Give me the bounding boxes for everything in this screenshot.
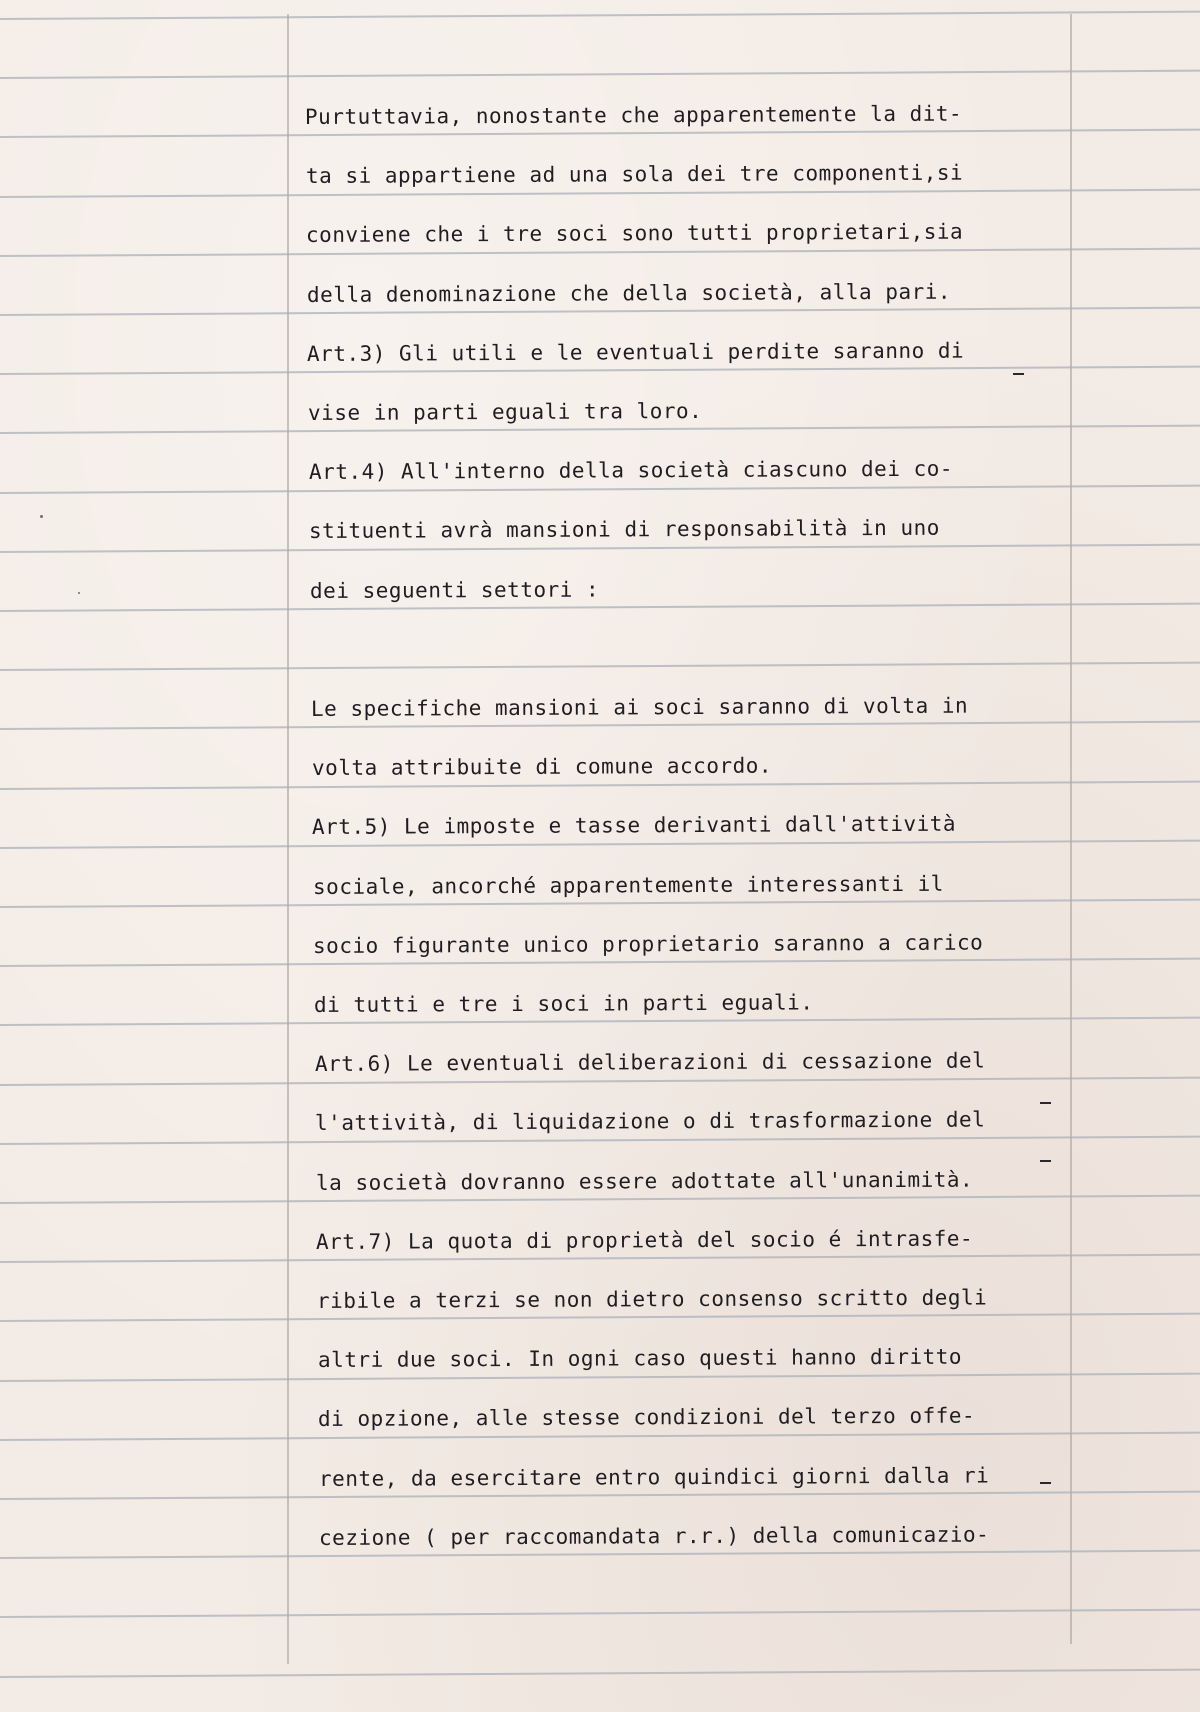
text-line-24: rente, da esercitare entro quindici giorni dalla ri: [318, 1463, 990, 1491]
text-line-7: Art.4) All'interno della società ciascuno dei co-: [308, 456, 953, 485]
underline-mark: [1013, 373, 1024, 375]
underline-mark: [1040, 1102, 1051, 1104]
text-line-2: ta si appartiene ad una sola dei tre componenti,si: [305, 160, 963, 189]
text-line-14: sociale, ancorché apparentemente interessanti il: [312, 871, 944, 899]
text-line-12: volta attribuite di comune accordo.: [311, 753, 772, 781]
text-line-4: della denominazione che della società, alla pari.: [306, 279, 951, 307]
paper-speck: [78, 592, 80, 594]
text-line-9: dei seguenti settori :: [309, 577, 600, 603]
text-line-3: conviene che i tre soci sono tutti proprietari,sia: [306, 219, 964, 248]
text-line-17: Art.6) Le eventuali deliberazioni di cessazione del: [314, 1048, 985, 1077]
text-line-5: Art.3) Gli utili e le eventuali perdite saranno di: [307, 338, 965, 366]
text-line-18: l'attività, di liquidazione o di trasformazione del: [315, 1107, 986, 1136]
ruled-line: [0, 1668, 1200, 1677]
text-line-23: di opzione, alle stesse condizioni del terzo offe-: [318, 1403, 976, 1432]
ruled-line: [0, 11, 1200, 20]
text-line-25: cezione ( per raccomandata r.r.) della comunicazio-: [319, 1522, 990, 1550]
underline-mark: [1040, 1160, 1051, 1162]
text-line-6: vise in parti eguali tra loro.: [307, 398, 703, 425]
text-line-8: stituenti avrà mansioni di responsabilità in uno: [309, 516, 941, 544]
ruled-line: [0, 70, 1200, 79]
ruled-line: [0, 1609, 1200, 1618]
paper-speck: [40, 515, 43, 518]
left-margin-line: [287, 14, 289, 1664]
text-line-21: ribile a terzi se non dietro consenso scritto degli: [316, 1285, 988, 1313]
text-line-11: Le specifiche mansioni ai soci saranno di volta in: [310, 693, 969, 721]
text-line-19: la società dovranno essere adottate all'unanimità.: [315, 1167, 974, 1195]
text-line-16: di tutti e tre i soci in parti eguali.: [313, 990, 814, 1017]
text-line-20: Art.7) La quota di proprietà del socio é intrasfe-: [316, 1226, 974, 1254]
underline-mark: [1040, 1482, 1051, 1484]
text-line-10: [310, 629, 1080, 667]
text-line-13: Art.5) Le imposte e tasse derivanti dall'attività: [312, 812, 957, 840]
text-line-1: Purtuttavia, nonostante che apparentemente la dit-: [304, 101, 963, 129]
text-line-15: socio figurante unico proprietario saranno a carico: [313, 930, 984, 958]
text-line-22: altri due soci. In ogni caso questi hanno diritto: [317, 1344, 962, 1373]
